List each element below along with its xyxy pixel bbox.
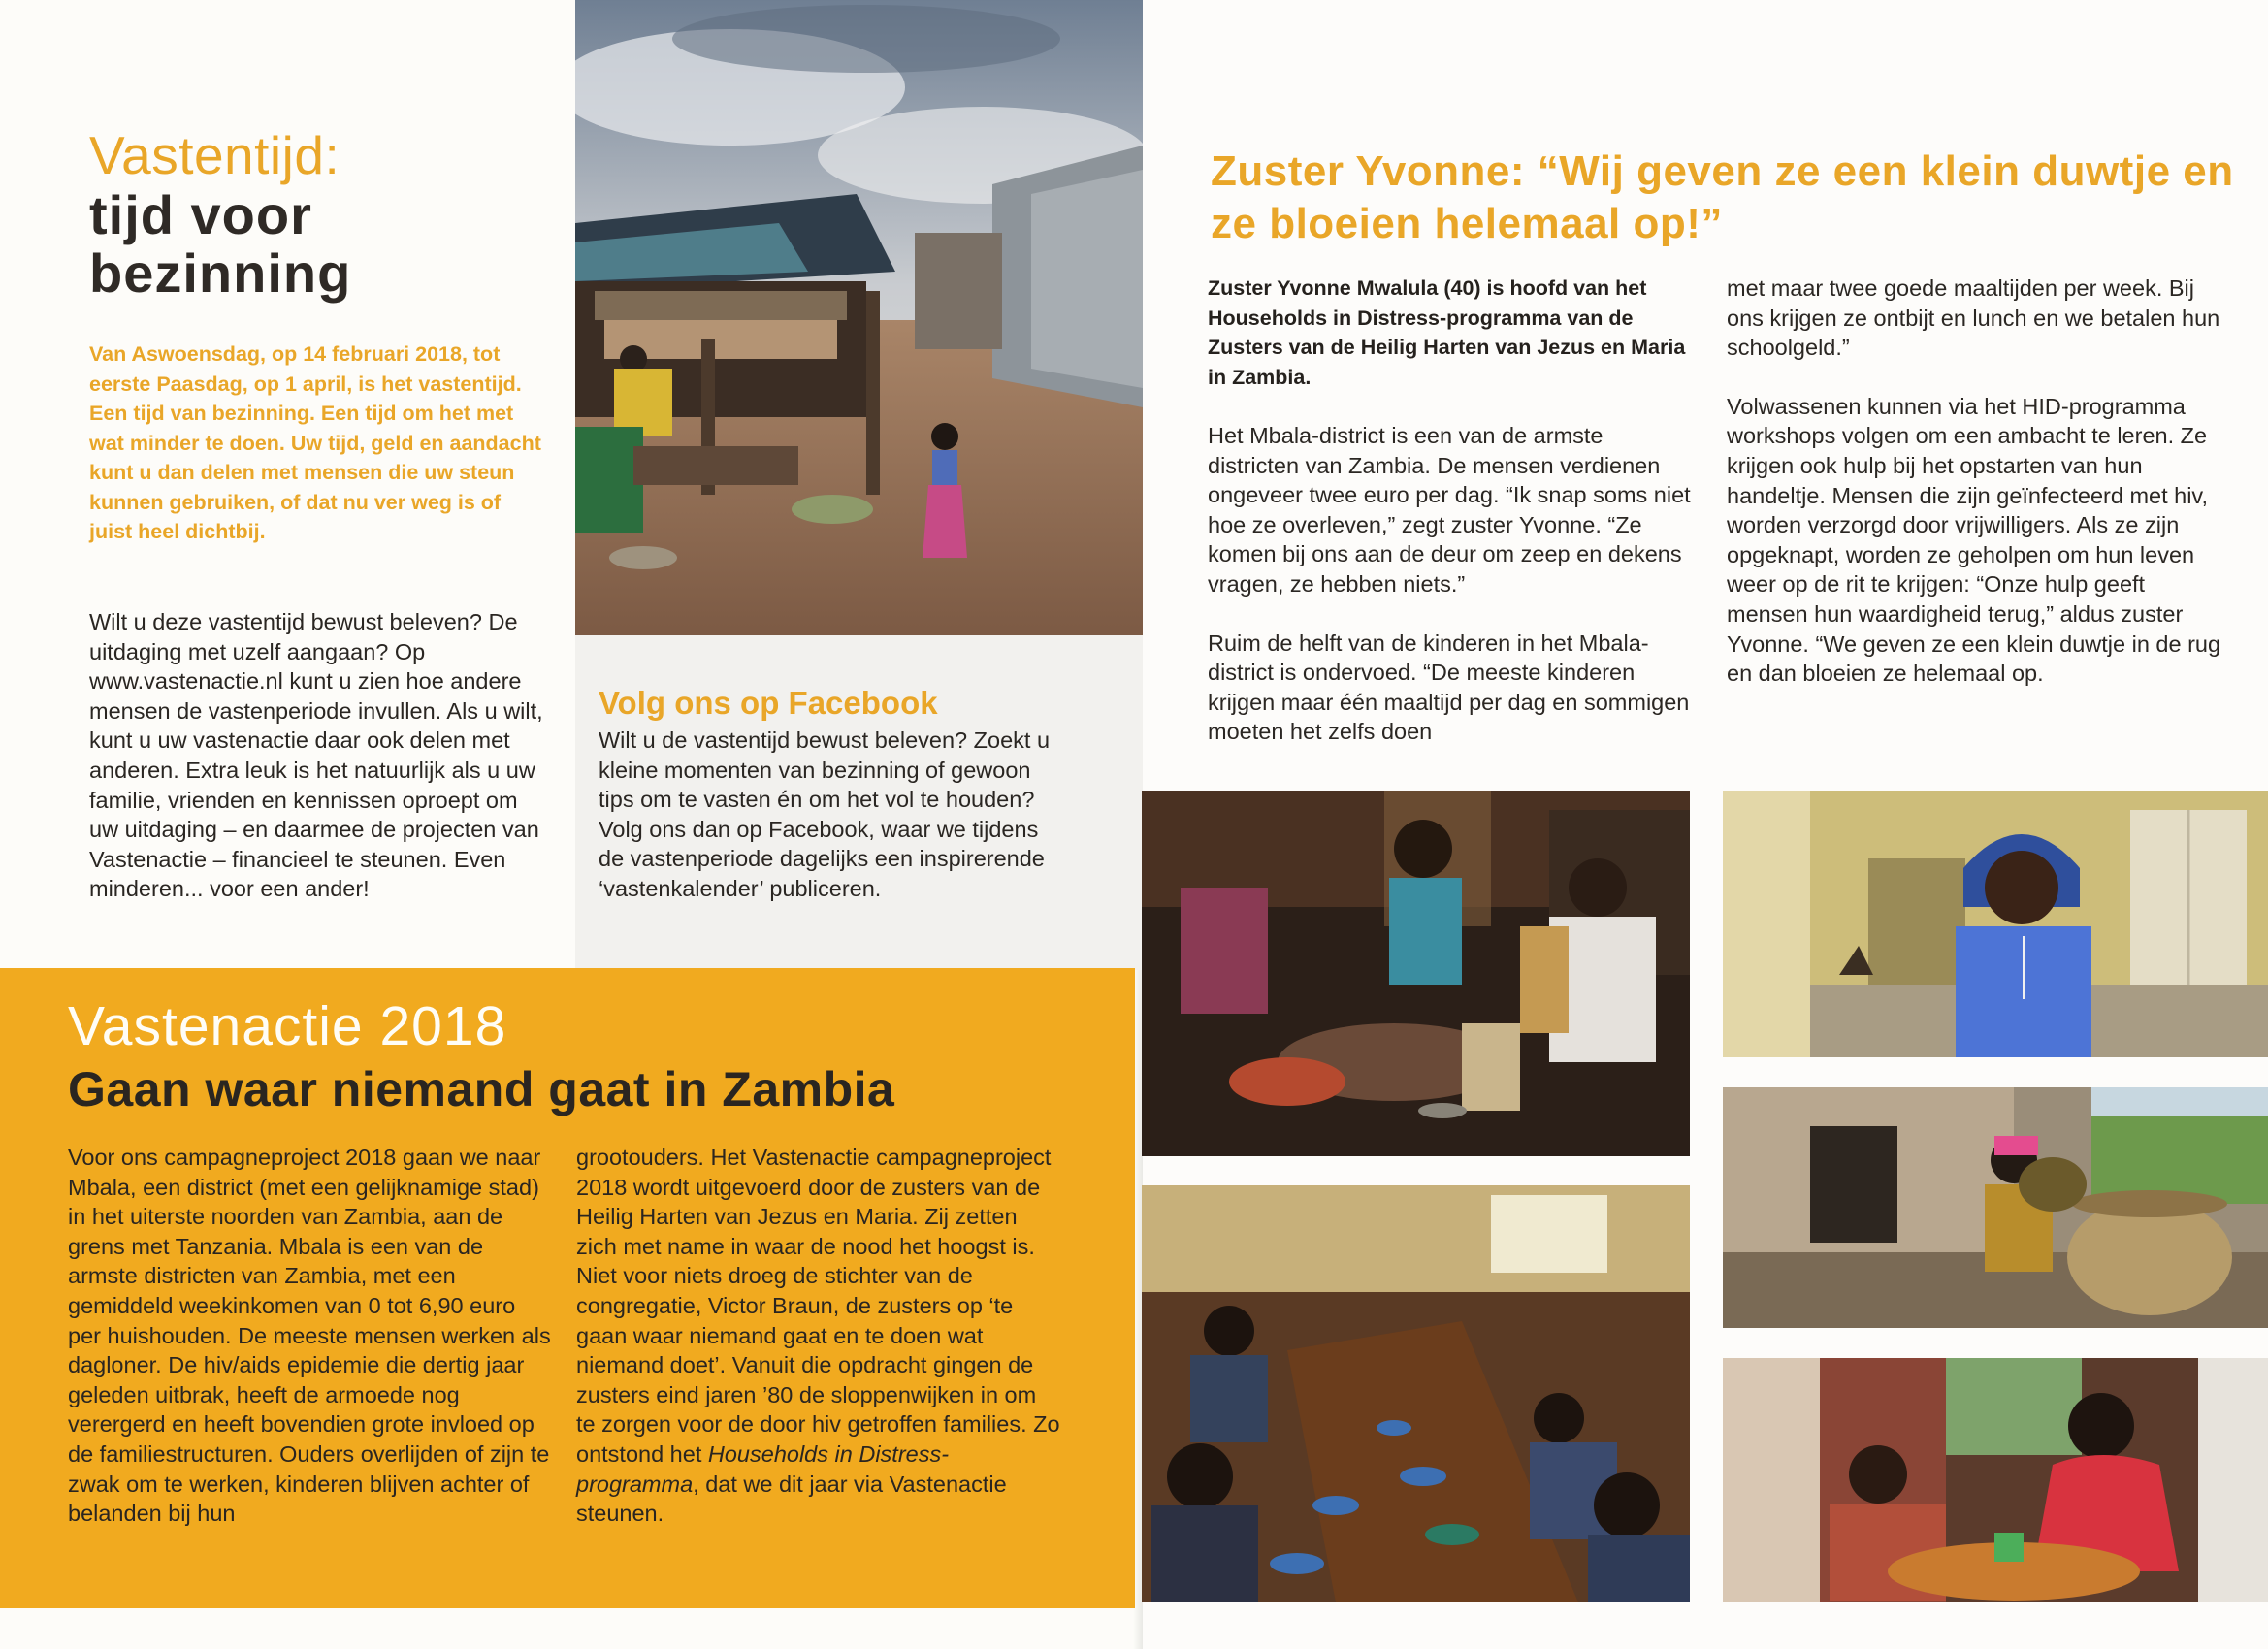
heading-line-2: tijd voor — [89, 184, 312, 245]
campaign-column-2-italic: Households in Distress-programma — [576, 1440, 950, 1497]
interview-column-2 — [1727, 274, 2221, 689]
photo-family-cooking — [1142, 791, 1690, 1156]
vastentijd-body: Wilt u deze vastentijd bewust beleven? De uitdaging met uzelf aangaan? Op www.vastenactie.nl kunt u zien hoe andere mensen de vastenperiode invullen. Als u wilt, kunt u uw vastenactie daar ook delen met anderen. Extra leuk is het natuurlijk als u uw familie, vrienden en kennissen oproept om uw uitdaging – en daarmee de projecten van Vastenactie – financieel te steunen. Even minderen... voor een ander! — [89, 609, 543, 902]
campaign-year-title: Vastenactie 2018 — [68, 995, 507, 1057]
photo-women-cooking — [1723, 1358, 2268, 1602]
facebook-body: Wilt u de vastentijd bewust beleven? Zoekt u kleine momenten van bezinning of gewoon tips om te vasten én om het vol te houden? Volg ons dan op Facebook, waar we tijdens de vastenperiode dagelijks een inspirerende ‘vastenkalender’ publiceren. — [599, 728, 1051, 901]
interview-paragraph: Volwassenen kunnen via het HID-programma workshops volgen om een ambacht te leren. Ze krijgen ook hulp bij het opstarten van hun handeltje. Mensen die zijn geïnfecteerd met hiv, worden verzorgd door vrijwilligers. Als ze zijn opgeknapt, worden ze geholpen om hun leven weer op de rit te krijgen: “Onze hulp geeft mensen hun waardigheid terug,” aldus zuster Yvonne. “We geven ze een klein duwtje in de rug en dan bloeien ze helemaal op. — [1727, 393, 2221, 687]
interview-column-1 — [1208, 274, 1693, 747]
heading-line-1: Vastentijd: — [89, 125, 340, 185]
interview-title: Zuster Yvonne: “Wij geven ze een klein duwtje en ze bloeien helemaal op!” — [1211, 147, 2234, 247]
photo-children-eating — [1142, 1185, 1690, 1602]
heading-line-3: bezinning — [89, 242, 352, 304]
photo-woman-basket — [1723, 1087, 2268, 1328]
campaign-title: Gaan waar niemand gaat in Zambia — [68, 1062, 895, 1116]
photo-sister-yvonne — [1723, 791, 2268, 1057]
facebook-title: Volg ons op Facebook — [599, 685, 938, 721]
interview-paragraph: met maar twee goede maaltijden per week. Bij ons krijgen ze ontbijt en lunch en we betalen hun schoolgeld.” — [1727, 275, 2220, 361]
campaign-column-2 — [576, 1143, 1061, 1529]
interview-lead: Zuster Yvonne Mwalula (40) is hoofd van het Households in Distress-programma van de Zusters van de Heilig Harten van Jezus en Maria in Zambia. — [1208, 276, 1686, 389]
campaign-column-2-start: grootouders. Het Vastenactie campagneproject 2018 wordt uitgevoerd door de zusters van de Heilig Harten van Jezus en Maria. Zij zetten zich met name in waar de nood het hoogst is. Niet voor niets droeg de stichter van de congregatie, Victor Braun, de zusters op ‘te gaan waar niemand gaat en te doen wat niemand doet’. Vanuit die opdracht gingen de zusters eind jaren ’80 de sloppenwijken in om te zorgen voor de door hiv getroffen families. Zo ontstond het — [576, 1145, 1060, 1467]
interview-paragraph: Het Mbala-district is een van de armste districten van Zambia. De mensen verdienen ongeveer twee euro per dag. “Ik snap soms niet hoe ze overleven,” zegt zuster Yvonne. “Ze komen bij ons aan de deur om zeep en dekens vragen, ze hebben niets.” — [1208, 423, 1691, 597]
campaign-column-1: Voor ons campagneproject 2018 gaan we naar Mbala, een district (met een gelijknamige stad) in het uiterste noorden van Zambia, aan de grens met Tanzania. Mbala is een van de armste districten van Zambia, met een gemiddeld weekinkomen van 0 tot 6,90 euro per huishouden. De meeste mensen werken als dagloner. De hiv/aids epidemie die dertig jaar geleden uitbrak, heeft de armoede nog verergerd en heeft bovendien grote invloed op de familiestructuren. Ouders overlijden of zijn te zwak om te werken, kinderen blijven achter of belanden bij hun — [68, 1145, 551, 1527]
vastentijd-heading — [89, 124, 555, 303]
photo-market-stall — [575, 0, 1143, 635]
interview-paragraph: Ruim de helft van de kinderen in het Mbala-district is ondervoed. “De meeste kinderen krijgen maar één maaltijd per dag en sommigen moeten het zelfs doen — [1208, 630, 1690, 745]
campaign-column-2-end: , dat we dit jaar via Vastenactie steunen. — [576, 1471, 1007, 1527]
vastentijd-intro: Van Aswoensdag, op 14 februari 2018, tot eerste Paasdag, op 1 april, is het vastentijd. Een tijd van bezinning. Een tijd om het met wat minder te doen. Uw tijd, geld en aandacht kunt u dan delen met mensen die uw steun kunnen gebruiken, of dat nu ver weg is of juist heel dichtbij. — [89, 342, 541, 543]
